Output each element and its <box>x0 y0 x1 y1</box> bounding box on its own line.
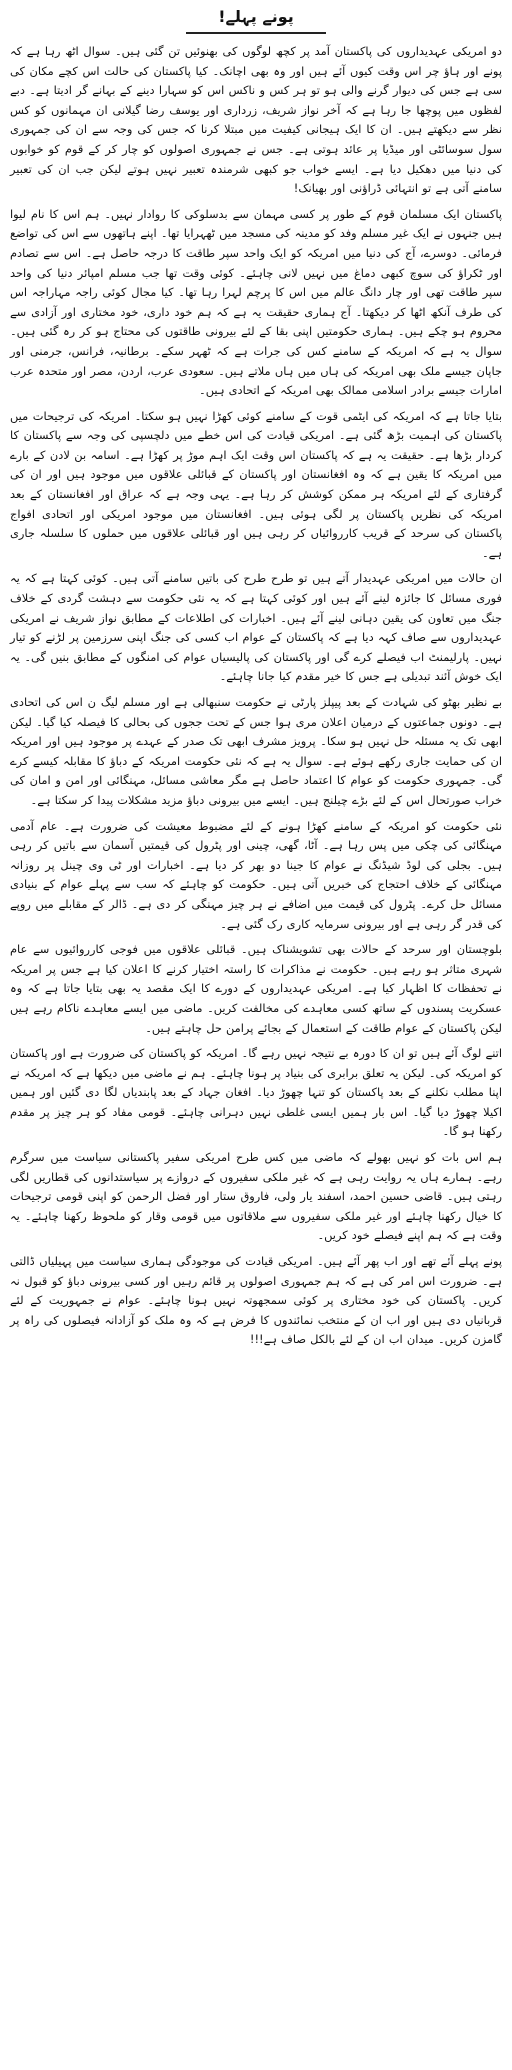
article-paragraph: پاکستان ایک مسلمان قوم کے طور پر کسی مہمان سے بدسلوکی کا روادار نہیں۔ ہم اس کا نام لیوا ہیں جنہوں نے ایک غیر مسلم وفد کو مدینہ کی مسجد میں ٹھہرایا تھا۔ اپنے ہاتھوں سے اس کی تواضع فرمائی۔ دوسرے، آج کی دنیا میں امریکہ کو ایک واحد سپر طاقت کا درجہ حاصل ہے۔ اس سے تصادم اور ٹکراؤ کی سوچ کبھی دماغ میں نہیں لانی چاہئے۔ کوئی وقت تھا جب مسلم امپائر دنیا کی واحد سپر طاقت تھی اور چار دانگ عالم میں اس کا پرچم لہرا رہا تھا۔ کیا مجال کوئی راجہ مہاراجہ اس کی طرف آنکھ اٹھا کر دیکھتا۔ آج ہماری حقیقت یہ ہے کہ ہم خود داری، خود مختاری اور آزادی سے محروم ہو چکے ہیں۔ ہماری حکومتیں اپنی بقا کے لئے بیرونی طاقتوں کی محتاج ہو کر رہ گئی ہیں۔ سوال یہ ہے کہ امریکہ کے سامنے کس کی جرات ہے کہ ٹھہر سکے۔ برطانیہ، فرانس، جرمنی اور جاپان جیسے ملک بھی امریکہ کی ہاں میں ہاں ملاتے ہیں۔ سعودی عرب، اردن، مصر اور متحدہ عرب امارات جیسے برادر اسلامی ممالک بھی امریکہ کے اتحادی ہیں۔ <box>10 206 502 398</box>
article-paragraph: دو امریکی عہدیداروں کی پاکستان آمد پر کچھ لوگوں کی بھنوئیں تن گئی ہیں۔ سوال اٹھ رہا ہے کہ پونے اور ہاؤ چر اس وقت کیوں آئے ہیں اور وہ بھی اچانک۔ کیا پاکستان کی حالت اس کچے مکان کی سی ہے جس کی دیوار گرنے والی ہو تو ہر کس و ناکس اس کو سہارا دینے کے بہانے گر ادیتا ہے۔ دبے لفظوں میں پوچھا جا رہا ہے کہ آخر نواز شریف، زرداری اور یوسف رضا گیلانی ان مہمانوں کو کس نظر سے دیکھتے ہیں۔ ان کا ایک ہیجانی کیفیت میں مبتلا کرنا کہ جس کی وجہ سے ان کی جمہوری سول سوسائٹی اور میڈیا پر عائد ہوتی ہے۔ جس نے جمہوری اصولوں کو چار کر کے قوم کو خوابوں کی دنیا میں دھکیل دیا ہے۔ ایسے خواب جو کبھی شرمندہ تعبیر نہیں ہوتے لیکن جب ان کی تعبیر سامنے آتی ہے تو انتہائی ڈراؤنی اور بھیانک! <box>10 44 502 196</box>
article-paragraph: نئی حکومت کو امریکہ کے سامنے کھڑا ہونے کے لئے مضبوط معیشت کی ضرورت ہے۔ عام آدمی مہنگائی کی چکی میں پس رہا ہے۔ آٹا، گھی، چینی اور پٹرول کی قیمتیں آسمان سے باتیں کر رہی ہیں۔ بجلی کی لوڈ شیڈنگ نے عوام کا جینا دو بھر کر دیا ہے۔ اخبارات اور ٹی وی چینل پر روزانہ مہنگائی کے خلاف احتجاج کی خبریں آتی ہیں۔ حکومت کو چاہئے کہ سب سے پہلے عوام کے بنیادی مسائل حل کرے۔ پٹرول کی قیمت میں اضافے نے ہر چیز مہنگی کر دی ہے۔ ڈالر کے مقابلے میں روپے کی قدر گر رہی ہے اور بیرونی سرمایہ کاری رک گئی ہے۔ <box>10 818 502 931</box>
article-title: پونے پہلے! <box>218 7 294 26</box>
article-paragraph: بتایا جاتا ہے کہ امریکہ کی ایٹمی قوت کے سامنے کوئی کھڑا نہیں ہو سکتا۔ امریکہ کی ترجیحات میں پاکستان کی اہمیت بڑھ گئی ہے۔ امریکی قیادت کی اس خطے میں دلچسپی کی وجہ سے پاکستان کا کردار بڑھا ہے۔ حقیقت یہ ہے کہ پاکستان اس وقت ایک اہم موڑ پر کھڑا ہے۔ اسامہ بن لادن کے بارے میں امریکہ کا یقین ہے کہ وہ افغانستان اور پاکستان کے قبائلی علاقوں میں موجود ہیں اور ان کی گرفتاری کے لئے امریکہ ہر ممکن کوشش کر رہا ہے۔ یہی وجہ ہے کہ عراق اور افغانستان کے بعد امریکہ کی نظریں پاکستان پر لگی ہوئی ہیں۔ افغانستان میں موجود امریکی اور اتحادی افواج پاکستان کی سرحد کے قریب کارروائیاں کر رہی ہیں اور قبائلی علاقوں میں حملوں کا سلسلہ جاری ہے۔ <box>10 408 502 560</box>
article-paragraph: پونے پہلے آئے تھے اور اب پھر آئے ہیں۔ امریکی قیادت کی موجودگی ہماری سیاست میں پہیلیاں ڈالتی ہے۔ ضرورت اس امر کی ہے کہ ہم جمہوری اصولوں پر قائم رہیں اور کسی بیرونی دباؤ کو قبول نہ کریں۔ پاکستان کی خود مختاری پر کوئی سمجھوتہ نہیں ہونا چاہئے۔ عوام نے جمہوریت کے لئے قربانیاں دی ہیں اور اب ان کے منتخب نمائندوں کا فرض ہے کہ وہ ملک کو آزادانہ فیصلوں کی راہ پر گامزن کریں۔ میدان اب ان کے لئے بالکل صاف ہے!!! <box>10 1254 502 1347</box>
article-paragraph: اتنے لوگ آئے ہیں تو ان کا دورہ بے نتیجہ نہیں رہے گا۔ امریکہ کو پاکستان کی ضرورت ہے اور پاکستان کو امریکہ کی۔ لیکن یہ تعلق برابری کی بنیاد پر ہونا چاہئے۔ ہم نے ماضی میں دیکھا ہے کہ امریکہ نے اپنا مطلب نکلنے کے بعد پاکستان کو تنہا چھوڑ دیا۔ افغان جہاد کے بعد پابندیاں لگا دی گئیں اور ہمیں اکیلا چھوڑ دیا گیا۔ اس بار ہمیں ایسی غلطی نہیں دہرانی چاہئے۔ قومی مفاد کو ہر چیز پر مقدم رکھنا ہو گا۔ <box>10 1046 502 1139</box>
article-paragraph: بلوچستان اور سرحد کے حالات بھی تشویشناک ہیں۔ قبائلی علاقوں میں فوجی کارروائیوں سے عام شہری متاثر ہو رہے ہیں۔ حکومت نے مذاکرات کا راستہ اختیار کرنے کا اعلان کیا ہے جس پر امریکہ نے تحفظات کا اظہار کیا ہے۔ امریکی عہدیداروں کے دورے کا ایک مقصد یہ بھی بتایا جاتا ہے کہ وہ عسکریت پسندوں کے ساتھ کسی معاہدے کی مخالفت کریں۔ ماضی میں ایسے معاہدے ناکام رہے ہیں لیکن پاکستان کے عوام طاقت کے استعمال کے بجائے پرامن حل چاہتے ہیں۔ <box>10 942 502 1035</box>
article-body <box>10 42 502 1350</box>
title-underline <box>186 32 326 34</box>
article-paragraph: بے نظیر بھٹو کی شہادت کے بعد پیپلز پارٹی نے حکومت سنبھالی ہے اور مسلم لیگ ن اس کی اتحادی ہے۔ دونوں جماعتوں کے درمیان اعلان مری ہوا جس کے تحت ججوں کی بحالی کا فیصلہ کیا گیا۔ لیکن ابھی تک یہ مسئلہ حل نہیں ہو سکا۔ پرویز مشرف ابھی تک صدر کے عہدے پر موجود ہیں اور امریکہ ان کی حمایت جاری رکھے ہوئے ہے۔ سوال یہ ہے کہ نئی حکومت امریکہ کے دباؤ کا مقابلہ کیسے کرے گی۔ جمہوری حکومت کو عوام کا اعتماد حاصل ہے مگر معاشی مسائل، مہنگائی اور امن و امان کی خراب صورتحال اس کے لئے بڑے چیلنج ہیں۔ ایسے میں بیرونی دباؤ مزید مشکلات پیدا کر سکتا ہے۔ <box>10 695 502 807</box>
article-paragraph: ان حالات میں امریکی عہدیدار آتے ہیں تو طرح طرح کی باتیں سامنے آتی ہیں۔ کوئی کہتا ہے کہ یہ فوری مسائل کا جائزہ لینے آئے ہیں اور کوئی کہتا ہے کہ یہ نئی حکومت سے دہشت گردی کے خلاف جنگ میں تعاون کی یقین دہانی لینے آئے ہیں۔ اخبارات کی اطلاعات کے مطابق نواز شریف نے امریکی عہدیداروں سے صاف کہہ دیا ہے کہ پاکستان کے عوام اب کسی کی جنگ اپنی سرزمین پر لڑنے کو تیار نہیں۔ پارلیمنٹ اب فیصلے کرے گی اور پاکستان کی پالیسیاں عوام کی امنگوں کے مطابق بنیں گی۔ یہ ایک خوش آئند تبدیلی ہے جس کا خیر مقدم کیا جانا چاہئے۔ <box>10 571 502 684</box>
article-paragraph: ہم اس بات کو نہیں بھولے کہ ماضی میں کس طرح امریکی سفیر پاکستانی سیاست میں سرگرم رہے۔ ہمارے ہاں یہ روایت رہی ہے کہ غیر ملکی سفیروں کے دروازے پر سیاستدانوں کی قطاریں لگی رہتی ہیں۔ قاضی حسین احمد، اسفند یار ولی، فاروق ستار اور فضل الرحمن کو اپنی قومی ترجیحات کا خیال رکھنا چاہئے اور غیر ملکی سفیروں سے ملاقاتوں میں قومی وقار کو ملحوظ رکھنا چاہئے۔ یہ وقت ہے کہ ہم اپنے فیصلے خود کریں۔ <box>10 1150 502 1243</box>
